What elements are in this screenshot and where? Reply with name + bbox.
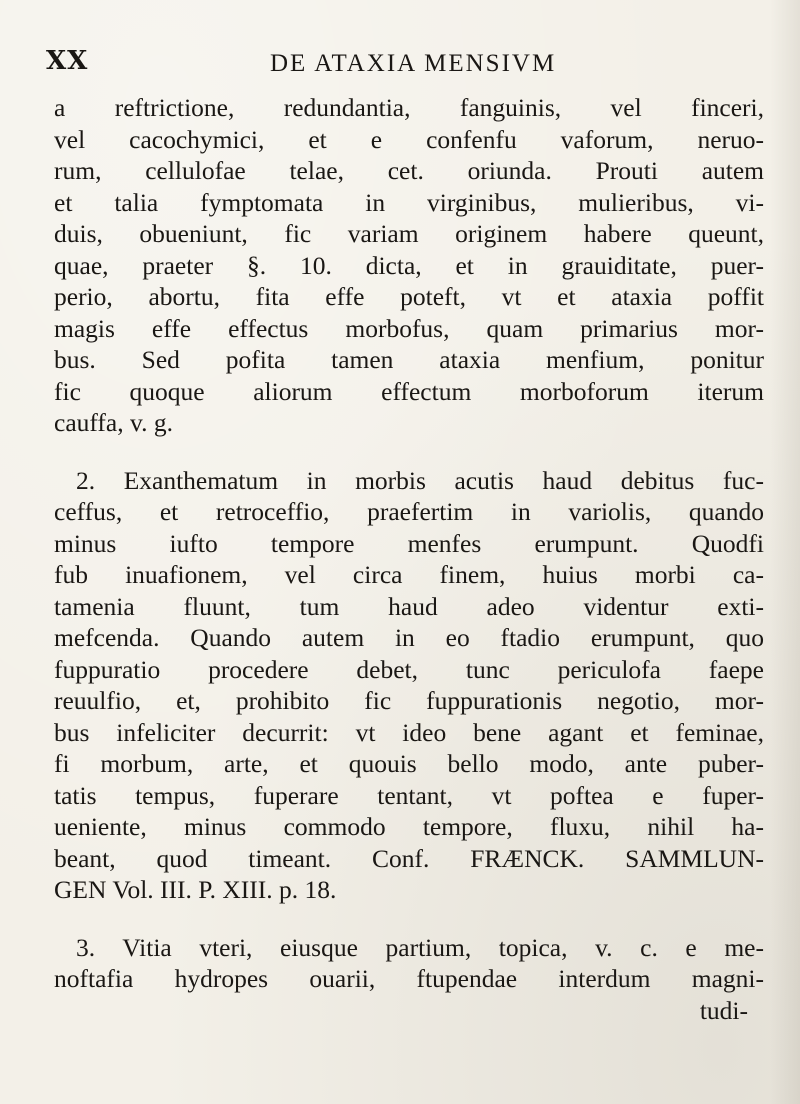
paragraph-1 bbox=[54, 92, 764, 439]
text-line: 2. Exanthematum in morbis acutis haud debitus fuc- bbox=[76, 465, 764, 495]
page-number: XX bbox=[46, 46, 89, 76]
text-line: tatis tempus, fuperare tentant, vt poftea e fuper- bbox=[54, 780, 764, 810]
text-line: ceffus, et retroceffio, praefertim in variolis, quando bbox=[54, 497, 764, 526]
running-title: DE ATAXIA MENSIVM bbox=[270, 50, 557, 77]
text-line: fic quoque aliorum effectum morboforum iterum bbox=[54, 376, 764, 406]
paragraph-2 bbox=[54, 465, 764, 906]
text-line: GEN Vol. III. P. XIII. p. 18. bbox=[54, 875, 337, 904]
text-line: reuulfio, et, prohibito fic fuppurationis negotio, mor- bbox=[54, 686, 764, 715]
text-line: tamenia fluunt, tum haud adeo videntur exti- bbox=[54, 591, 764, 621]
text-line: perio, abortu, fita effe poteft, vt et ataxia poffit bbox=[54, 282, 764, 311]
text-line: bus infeliciter decurrit: vt ideo bene agant et feminae, bbox=[54, 717, 764, 747]
text-line: a reftrictione, redundantia, fanguinis, vel finceri, bbox=[54, 93, 764, 122]
text-line: duis, obueniunt, fic variam originem habere queunt, bbox=[54, 219, 764, 248]
text-line: rum, cellulofae telae, cet. oriunda. Prouti autem bbox=[54, 156, 764, 185]
catchword: tudi- bbox=[699, 995, 748, 1025]
text-line: bus. Sed pofita tamen ataxia menfium, ponitur bbox=[54, 345, 764, 374]
text-line: fi morbum, arte, et quouis bello modo, ante puber- bbox=[54, 749, 764, 778]
text-line: et talia fymptomata in virginibus, mulieribus, vi- bbox=[54, 187, 764, 217]
text-line: noftafia hydropes ouarii, ftupendae interdum magni- bbox=[54, 964, 764, 993]
text-line: magis effe effectus morbofus, quam primarius mor- bbox=[54, 313, 764, 343]
text-line: ueniente, minus commodo tempore, fluxu, nihil ha- bbox=[54, 812, 764, 841]
text-line: quae, praeter §. 10. dicta, et in grauiditate, puer- bbox=[54, 250, 764, 280]
paragraph-3 bbox=[54, 932, 764, 1027]
text-line: fuppuratio procedere debet, tunc periculofa faepe bbox=[54, 654, 764, 684]
text-line: cauffa, v. g. bbox=[54, 408, 173, 437]
text-line: vel cacochymici, et e confenfu vaforum, neruo- bbox=[54, 124, 764, 154]
text-line: mefcenda. Quando autem in eo ftadio erumpunt, quo bbox=[54, 623, 764, 652]
text-line: beant, quod timeant. Conf. FRÆNCK. SAMMLUN- bbox=[54, 843, 764, 873]
text-line: fub inuafionem, vel circa finem, huius morbi ca- bbox=[54, 560, 764, 589]
body-text bbox=[54, 92, 764, 1026]
text-line: minus iufto tempore menfes erumpunt. Quodfi bbox=[54, 528, 764, 558]
page-gutter-shadow bbox=[770, 0, 800, 1104]
text-line: 3. Vitia vteri, eiusque partium, topica, v. c. e me- bbox=[76, 932, 764, 962]
running-head bbox=[0, 42, 800, 82]
